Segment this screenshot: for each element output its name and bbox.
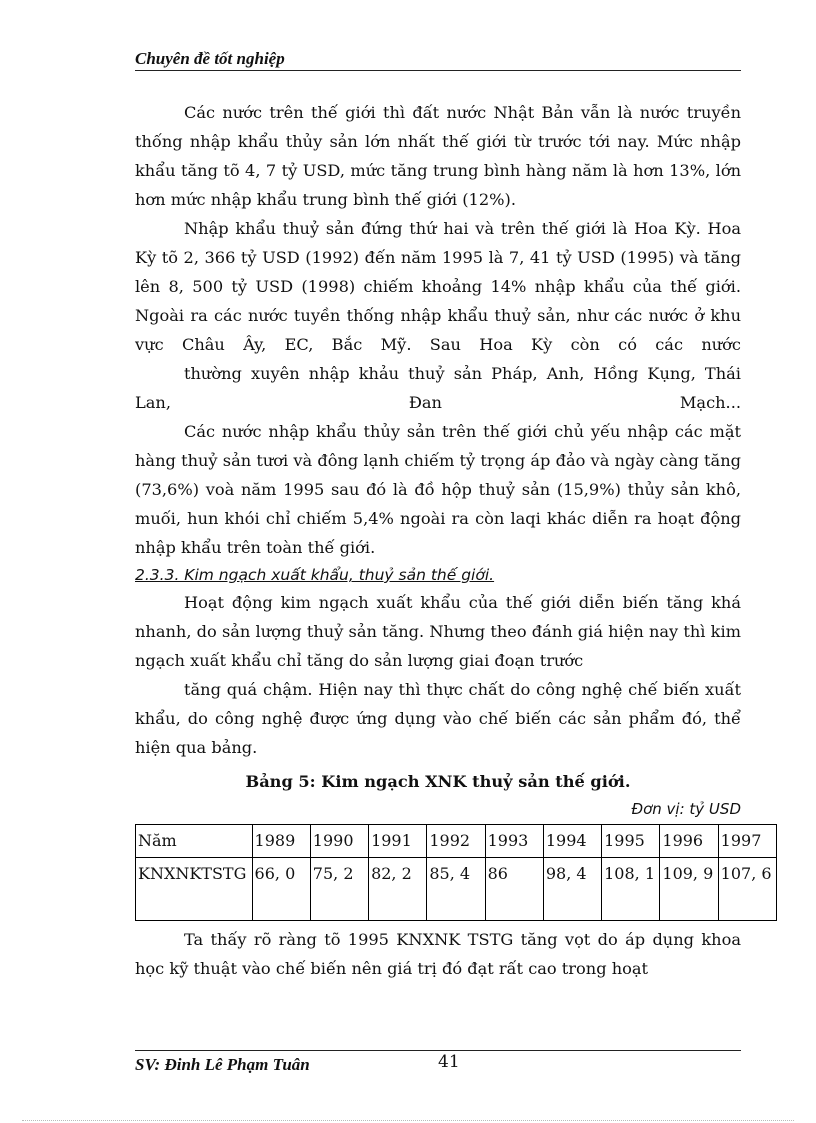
footer-student-name: SV: Đinh Lê Phạm Tuân — [135, 1055, 310, 1074]
paragraph-conclusion: Ta thấy rõ ràng tõ 1995 KNXNK TSTG tăng vọt do áp dụng khoa học kỹ thuật vào chế biến nên giá trị đó đạt rất cao trong hoạt — [135, 930, 741, 978]
table-header-cell: 1989 — [252, 825, 310, 858]
table-header-cell: 1990 — [310, 825, 368, 858]
table-cell: 109, 9 — [660, 858, 718, 921]
table-cell: 66, 0 — [252, 858, 310, 921]
header-rule — [135, 70, 741, 71]
footer-rule — [135, 1050, 741, 1051]
table-header-cell: 1993 — [485, 825, 543, 858]
table-header-cell: Năm — [136, 825, 253, 858]
table-header-cell: 1991 — [369, 825, 427, 858]
document-body — [135, 98, 772, 983]
table-caption: Bảng 5: Kim ngạch XNK thuỷ sản thế giới. — [245, 772, 631, 791]
header-title: Chuyên đề tốt nghiệp — [135, 49, 285, 68]
table-cell: 108, 1 — [602, 858, 660, 921]
table-cell: 75, 2 — [310, 858, 368, 921]
paragraph-regular-importers: thường xuyên nhập khảu thuỷ sản Pháp, Anh, Hồng Kụng, Thái Lan, Đan Mạch... — [135, 364, 741, 412]
table-cell: 85, 4 — [427, 858, 485, 921]
table-unit: Đơn vị: tỷ USD — [631, 800, 741, 818]
page-bottom-dotted-line — [22, 1120, 794, 1121]
table-header-row — [136, 825, 777, 858]
section-heading: 2.3.3. Kim ngạch xuất khẩu, thuỷ sản thế giới. — [135, 566, 495, 584]
paragraph-export-growth: Hoạt động kim ngạch xuất khẩu của thế giới diễn biến tăng khá nhanh, do sản lượng thuỷ sản tăng. Nhưng theo đánh giá hiện nay thì kim ngạch xuất khẩu chỉ tăng do sản lượng giai đoạn trước — [135, 593, 741, 670]
paragraph-us-imports: Nhập khẩu thuỷ sản đứng thứ hai và trên thế giới là Hoa Kỳ. Hoa Kỳ tõ 2, 366 tỷ USD (1992) đến năm 1995 là 7, 41 tỷ USD (1995) và tăng lên 8, 500 tỷ USD (1998) chiếm khoảng 14% nhập khẩu của thế giới. Ngoài ra các nước tuyền thống nhập khẩu thuỷ sản, như các nước ở khu vực Châu Ây, EC, Bắc Mỹ. Sau Hoa Kỳ còn có các nước — [135, 219, 741, 354]
table-cell: 86 — [485, 858, 543, 921]
table-row — [136, 858, 777, 921]
page-number: 41 — [438, 1052, 460, 1072]
paragraph-technology: tăng quá chậm. Hiện nay thì thực chất do công nghệ chế biến xuất khẩu, do công nghệ được ứng dụng vào chế biến các sản phẩm đó, thể hiện qua bảng. — [135, 680, 741, 757]
paragraph-japan-imports: Các nước trên thế giới thì đất nước Nhật Bản vẫn là nước truyền thống nhập khẩu thủy sản lớn nhất thế giới từ trước tới nay. Mức nhập khẩu tăng tõ 4, 7 tỷ USD, mức tăng trung bình hàng năm là hơn 13%, lớn hơn mức nhập khẩu trung bình thế giới (12%). — [135, 103, 741, 209]
table-header-cell: 1992 — [427, 825, 485, 858]
table-cell: KNXNKTSTG — [136, 858, 253, 921]
table-header-cell: 1994 — [543, 825, 601, 858]
table-header-cell: 1996 — [660, 825, 718, 858]
paragraph-import-products: Các nước nhập khẩu thủy sản trên thế giới chủ yếu nhập các mặt hàng thuỷ sản tươi và đông lạnh chiếm tỷ trọng áp đảo và ngày càng tăng (73,6%) voà năm 1995 sau đó là đồ hộp thuỷ sản (15,9%) thủy sản khô, muối, hun khói chỉ chiếm 5,4% ngoài ra còn laqi khác diễn ra hoạt động nhập khẩu trên toàn thế giới. — [135, 422, 741, 557]
table-cell: 98, 4 — [543, 858, 601, 921]
table-header-cell: 1995 — [602, 825, 660, 858]
export-value-table — [135, 824, 777, 921]
table-header-cell: 1997 — [718, 825, 776, 858]
table-cell: 82, 2 — [369, 858, 427, 921]
table-cell: 107, 6 — [718, 858, 776, 921]
